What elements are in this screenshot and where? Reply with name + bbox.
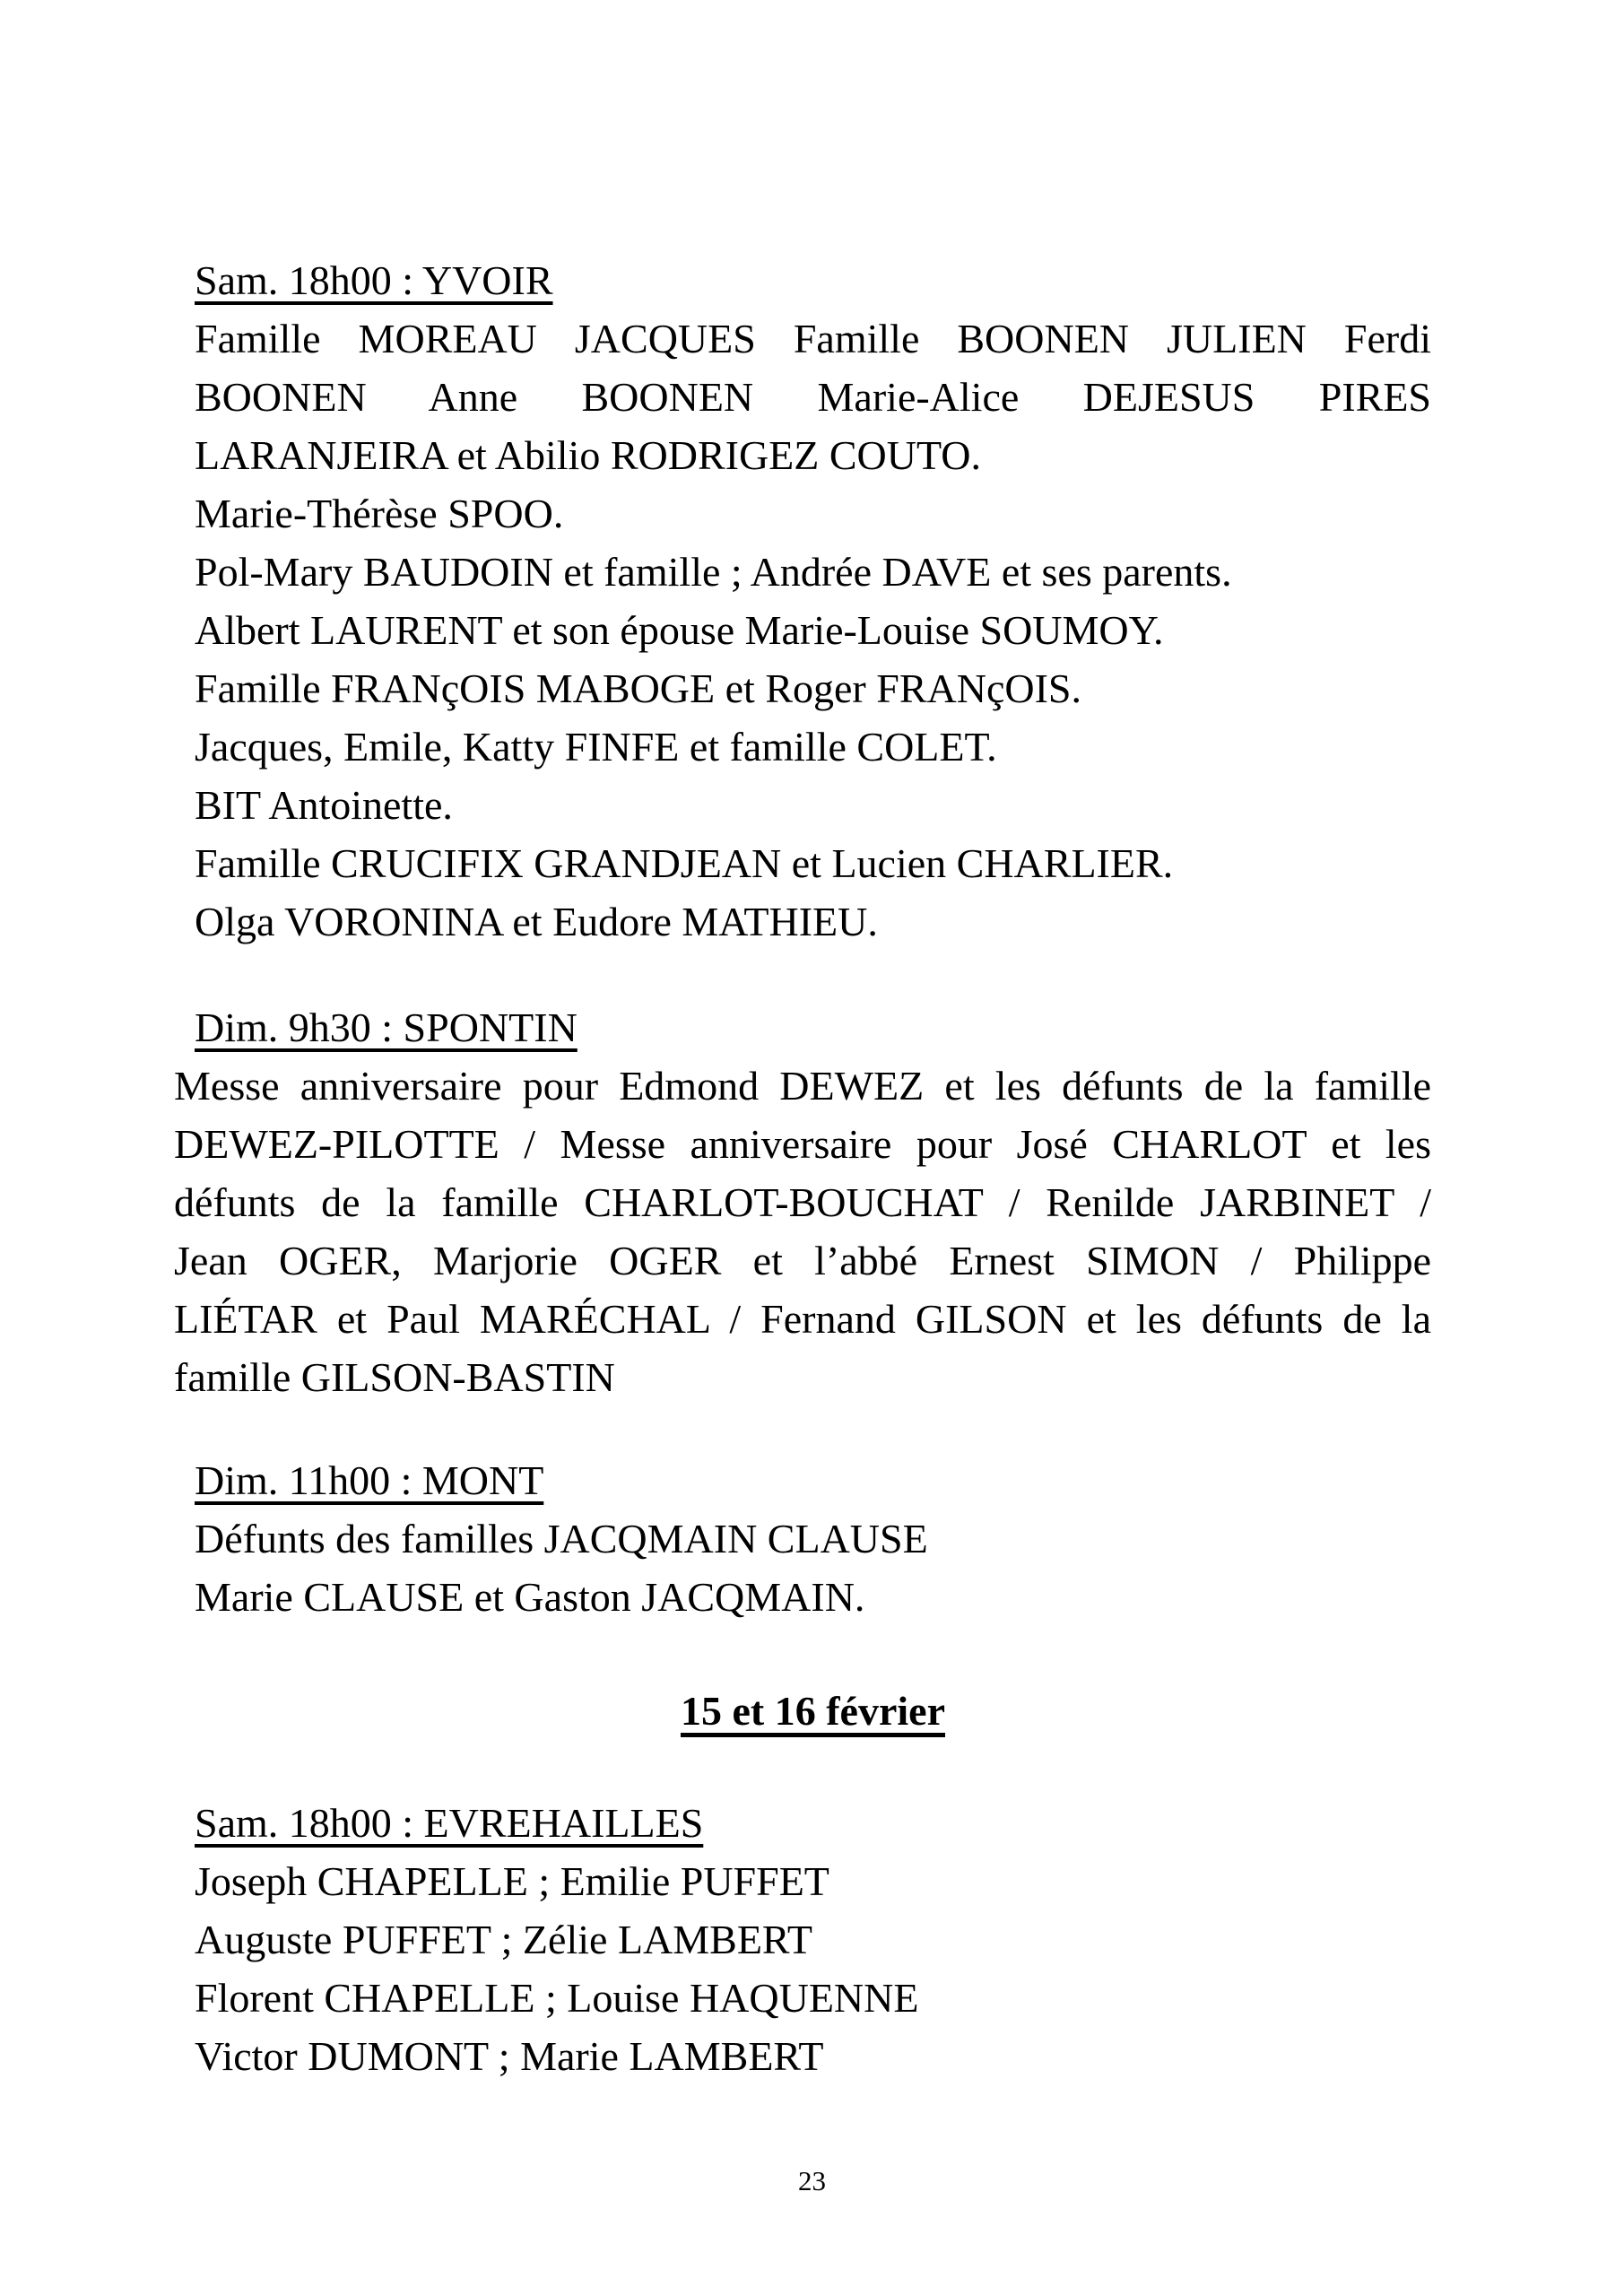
section-heading-mont — [195, 1451, 1431, 1509]
section-heading-spontin-text: Dim. 9h30 : SPONTIN — [195, 1004, 578, 1050]
intentions-justified-line: Famille MOREAU JACQUES Famille BOONEN JULIEN Ferdi — [195, 316, 1431, 361]
intentions-justified-line: BOONEN Anne BOONEN Marie-Alice DEJESUS PIRES — [195, 374, 1431, 420]
section-heading-yvoir — [195, 251, 1431, 309]
page-number: 23 — [798, 2165, 826, 2196]
date-heading-text: 15 et 16 février — [680, 1688, 945, 1734]
section-heading-evrehailles — [195, 1794, 1431, 1852]
intentions-line: famille GILSON-BASTIN — [174, 1354, 615, 1400]
section-heading-evrehailles-text: Sam. 18h00 : EVREHAILLES — [195, 1800, 704, 1846]
bulletin-content — [174, 251, 1431, 2085]
intentions-justified-line: DEWEZ-PILOTTE / Messe anniversaire pour José CHARLOT et les — [174, 1121, 1431, 1167]
intentions-line: Olga VORONINA et Eudore MATHIEU. — [195, 899, 878, 944]
intentions-line: Auguste PUFFET ; Zélie LAMBERT — [195, 1917, 812, 1962]
intentions-line: Florent CHAPELLE ; Louise HAQUENNE — [195, 1975, 919, 2021]
intentions-justified-line: défunts de la famille CHARLOT-BOUCHAT / Renilde JARBINET / — [174, 1179, 1431, 1225]
intentions-paragraph — [174, 1057, 1431, 1406]
intentions-line: Famille CRUCIFIX GRANDJEAN et Lucien CHARLIER. — [195, 840, 1174, 886]
intentions-line: Marie CLAUSE et Gaston JACQMAIN. — [195, 1574, 865, 1620]
intentions-line: Famille FRANçOIS MABOGE et Roger FRANçOIS. — [195, 665, 1081, 711]
intentions-line: Victor DUMONT ; Marie LAMBERT — [195, 2033, 824, 2079]
intentions-line: Joseph CHAPELLE ; Emilie PUFFET — [195, 1858, 829, 1904]
intentions-line: BIT Antoinette. — [195, 782, 453, 828]
intentions-line: Défunts des familles JACQMAIN CLAUSE — [195, 1516, 928, 1561]
intentions-justified-line: LIÉTAR et Paul MARÉCHAL / Fernand GILSON et les défunts de la — [174, 1296, 1431, 1342]
intentions-line: Albert LAURENT et son épouse Marie-Louise SOUMOY. — [195, 607, 1164, 653]
intentions-justified-line: Messe anniversaire pour Edmond DEWEZ et les défunts de la famille — [174, 1063, 1431, 1109]
section-heading-yvoir-text: Sam. 18h00 : YVOIR — [195, 257, 553, 303]
intentions-line: Pol-Mary BAUDOIN et famille ; Andrée DAVE et ses parents. — [195, 549, 1232, 595]
date-heading — [195, 1682, 1431, 1740]
section-heading-spontin — [195, 998, 1431, 1057]
intentions-line: LARANJEIRA et Abilio RODRIGEZ COUTO. — [195, 432, 981, 478]
intentions-line: Marie-Thérèse SPOO. — [195, 491, 564, 536]
section-heading-mont-text: Dim. 11h00 : MONT — [195, 1457, 544, 1503]
intentions-justified-line: Jean OGER, Marjorie OGER et l’abbé Ernest SIMON / Philippe — [174, 1238, 1431, 1283]
intentions-line: Jacques, Emile, Katty FINFE et famille COLET. — [195, 724, 997, 770]
